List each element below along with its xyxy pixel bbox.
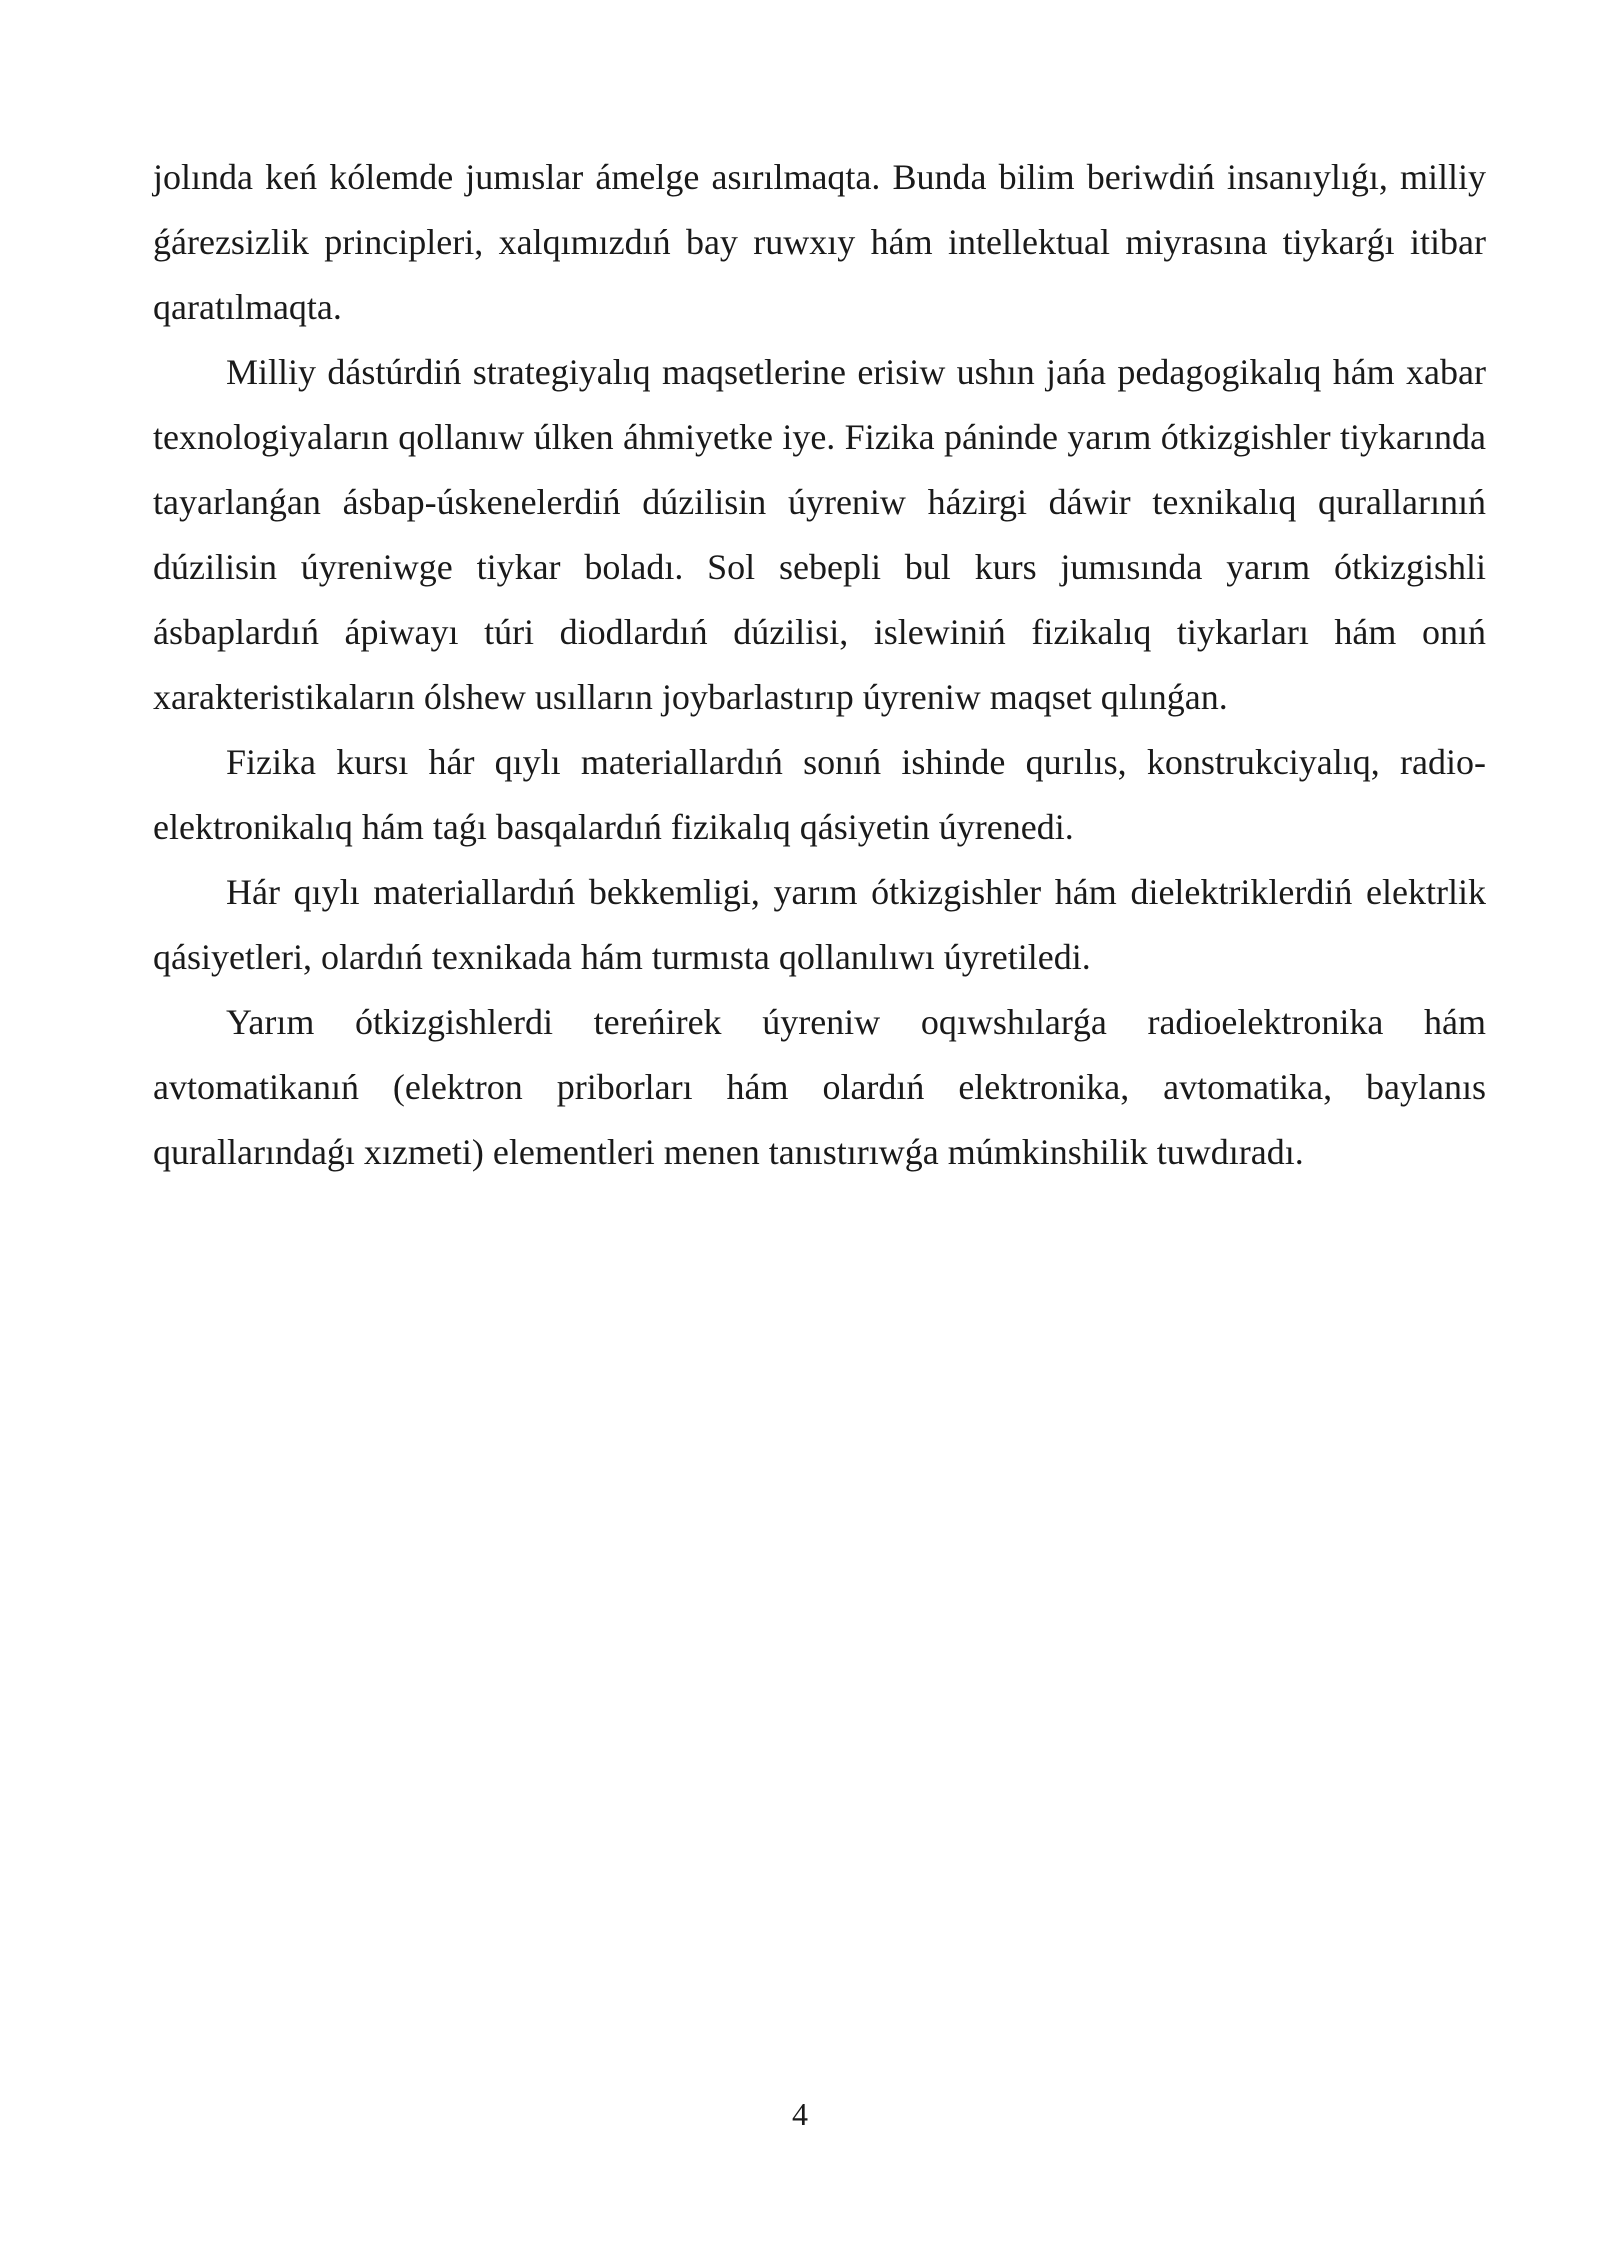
paragraph-1: jolında keń kólemde jumıslar ámelge asırılmaqta. Bunda bilim beriwdiń insanıylıǵı, milliy ǵárezsizlik principleri, xalqımızdıń bay ruwxıy hám intellektual miyrasına tiykarǵı itibar qaratılmaqta.	[153, 157, 1486, 327]
paragraph-5: Yarım ótkizgishlerdi tereńirek úyreniw oqıwshılarǵa radioelektronika hám avtomatikanıń (elektron priborları hám olardıń elektronika, avtomatika, baylanıs qurallarındaǵı xızmeti) elementleri menen tanıstırıwǵa múmkinshilik tuwdıradı.	[153, 1002, 1486, 1172]
page-number: 4	[792, 2096, 808, 2132]
paragraph-4: Hár qıylı materiallardıń bekkemligi, yarım ótkizgishler hám dielektriklerdiń elektrlik qásiyetleri, olardıń texnikada hám turmısta qollanılıwı úyretiledi.	[153, 872, 1486, 977]
body-text	[153, 145, 1486, 1185]
paragraph-2: Milliy dástúrdiń strategiyalıq maqsetlerine erisiw ushın jańa pedagogikalıq hám xabar texnologiyaların qollanıw úlken áhmiyetke iye. Fizika páninde yarım ótkizgishler tiykarında tayarlanǵan ásbap-úskenelerdiń dúzilisin úyreniw házirgi dáwir texnikalıq qurallarınıń dúzilisin úyreniwge tiykar boladı. Sol sebepli bul kurs jumısında yarım ótkizgishli ásbaplardıń ápiwayı túri diodlardıń dúzilisi, islewiniń fizikalıq tiykarları hám onıń xarakteristikaların ólshew usılların joybarlastırıp úyreniw maqset qılınǵan.	[153, 352, 1486, 717]
paragraph-3: Fizika kursı hár qıylı materiallardıń sonıń ishinde qurılıs, konstrukciyalıq, radio-elektronikalıq hám taǵı basqalardıń fizikalıq qásiyetin úyrenedi.	[153, 742, 1486, 847]
